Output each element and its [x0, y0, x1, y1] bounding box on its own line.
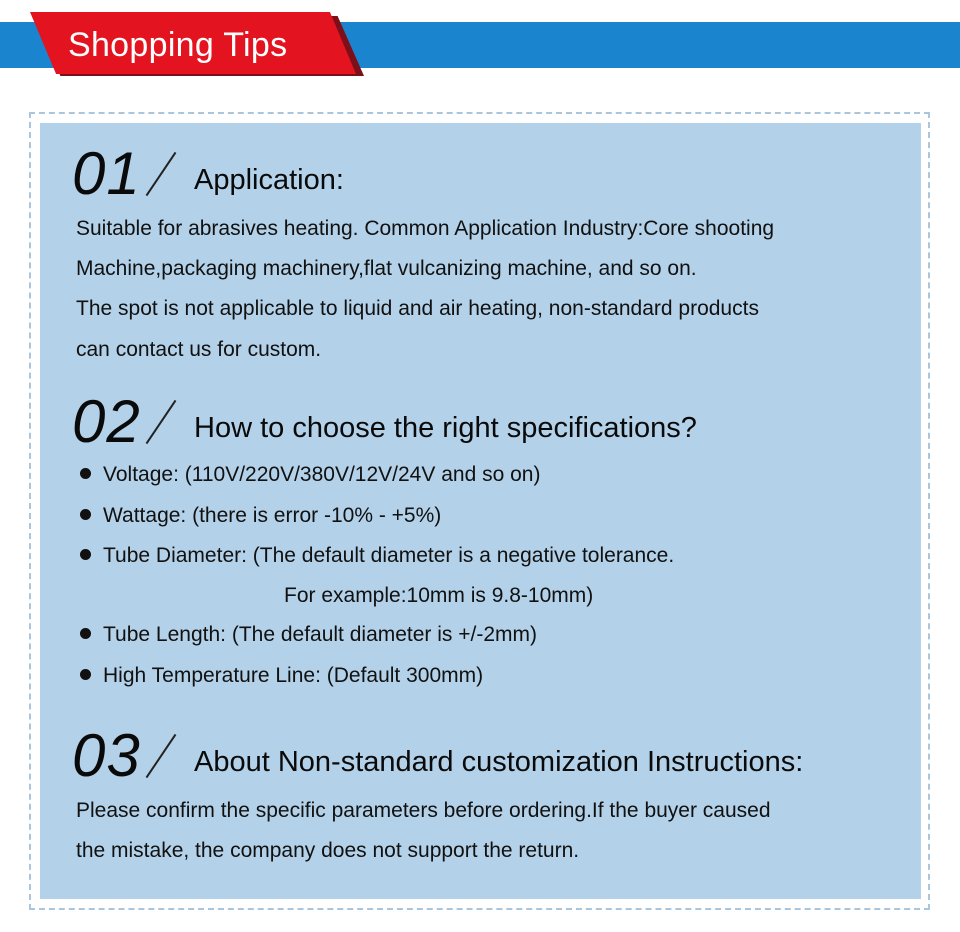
list-item-text: Tube Length: (The default diameter is +/-2mm): [103, 623, 538, 646]
section-heading: Application:: [194, 164, 344, 196]
list-item-text: Tube Diameter: (The default diameter is a negative tolerance.: [103, 544, 675, 567]
list-item-text: High Temperature Line: (Default 300mm): [103, 664, 484, 687]
bullet-icon: [80, 468, 91, 479]
bullet-icon: [80, 509, 91, 520]
section-heading: How to choose the right specifications?: [194, 412, 697, 444]
list-item-text: Wattage: (there is error -10% - +5%): [103, 504, 442, 527]
list-item-text: Voltage: (110V/220V/380V/12V/24V and so on): [103, 463, 541, 486]
list-item: [80, 455, 540, 495]
paragraph-line: Please confirm the specific parameters before ordering.If the buyer caused: [76, 799, 771, 822]
bullet-icon: [80, 669, 91, 680]
page-title: Shopping Tips: [68, 26, 288, 64]
paragraph-line: Machine,packaging machinery,flat vulcanizing machine, and so on.: [76, 257, 697, 280]
paragraph-line: can contact us for custom.: [76, 338, 322, 361]
paragraph-line: the mistake, the company does not support the return.: [76, 839, 580, 862]
bullet-icon: [80, 628, 91, 639]
list-item: [80, 615, 537, 655]
section-number: 02: [72, 388, 141, 455]
list-item: [80, 656, 483, 696]
bullet-icon: [80, 549, 91, 560]
paragraph-line: The spot is not applicable to liquid and air heating, non-standard products: [76, 297, 759, 320]
section-heading: About Non-standard customization Instructions:: [194, 746, 804, 778]
paragraph-line: Suitable for abrasives heating. Common Application Industry:Core shooting: [76, 217, 775, 240]
section-number: 03: [72, 722, 141, 789]
list-item: [80, 536, 674, 576]
list-item: [80, 496, 441, 536]
section-number: 01: [72, 140, 141, 207]
list-item-continuation: For example:10mm is 9.8-10mm): [284, 584, 594, 607]
